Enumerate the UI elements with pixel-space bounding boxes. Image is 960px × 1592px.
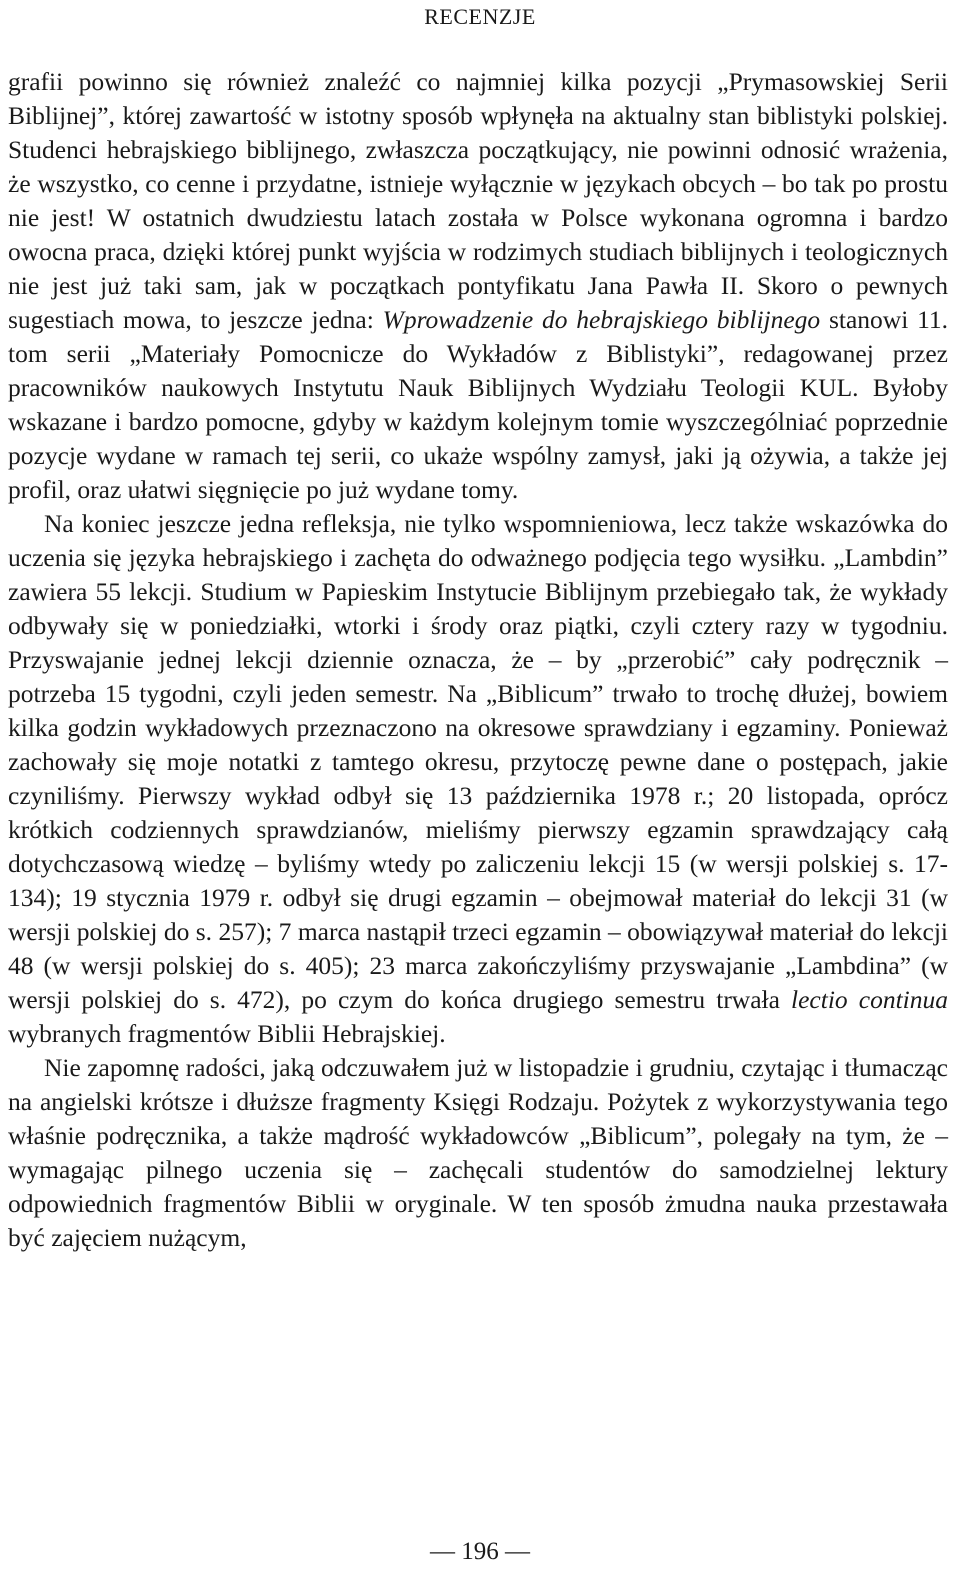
body-text	[8, 65, 948, 1255]
paragraph-1-text-b: stanowi 11. tom serii „Materiały Pomocnicze do Wykładów z Biblistyki”, redagowanej przez pracowników naukowych Instytutu Nauk Biblijnych Wydziału Teologii KUL. Byłoby wskazane i bardzo pomocne, gdyby w każdym kolejnym tomie wyszczególniać poprzednie pozycje wydane w ramach tej serii, co ukaże wspólny zamysł, jaki ją ożywia, a także jej profil, oraz ułatwi sięgnięcie po już wydane tomy.	[8, 305, 949, 504]
paragraph-1-text-a: grafii powinno się również znaleźć co najmniej kilka pozycji „Prymasowskiej Serii Biblijnej”, której zawartość w istotny sposób wpłynęła na aktualny stan biblistyki polskiej. Studenci hebrajskiego biblijnego, zwłaszcza początkujący, nie powinni odnosić wrażenia, że wszystko, co cenne i przydatne, istnieje wyłącznie w językach obcych – bo tak po prostu nie jest! W ostatnich dwudziestu latach została w Polsce wykonana ogromna i bardzo owocna praca, dzięki której punkt wyjścia w rodzimych studiach biblijnych i teologicznych nie jest już taki sam, jak w początkach pontyfikatu Jana Pawła II. Skoro o pewnych sugestiach mowa, to jeszcze jedna:	[8, 67, 948, 334]
running-head: RECENZJE	[424, 4, 536, 29]
paragraph-2-text-b: wybranych fragmentów Biblii Hebrajskiej.	[8, 1019, 446, 1048]
page-number: — 196 —	[430, 1538, 530, 1565]
paragraph-1-italic-title: Wprowadzenie do hebrajskiego biblijnego	[382, 305, 821, 334]
paragraph-1	[8, 65, 948, 507]
paragraph-2-italic-term: lectio continua	[791, 985, 948, 1014]
paragraph-3	[8, 1051, 948, 1255]
paragraph-2	[8, 507, 948, 1051]
paragraph-2-text-a: Na koniec jeszcze jedna refleksja, nie tylko wspomnieniowa, lecz także wskazówka do uczenia się języka hebrajskiego i zachęta do odważnego podjęcia tego wysiłku. „Lambdin” zawiera 55 lekcji. Studium w Papieskim Instytucie Biblijnym przebiegało tak, że wykłady odbywały się w poniedziałki, wtorki i środy oraz piątki, czyli cztery razy w tygodniu. Przyswajanie jednej lekcji dziennie oznacza, że – by „przerobić” cały podręcznik – potrzeba 15 tygodni, czyli jeden semestr. Na „Biblicum” trwało to trochę dłużej, bowiem kilka godzin wykładowych przeznaczono na okresowe sprawdziany i egzaminy. Ponieważ zachowały się moje notatki z tamtego okresu, przytoczę pewne dane o postępach, jakie czyniliśmy. Pierwszy wykład odbył się 13 października 1978 r.; 20 listopada, oprócz krótkich codziennych sprawdzianów, mieliśmy pierwszy egzamin sprawdzający całą dotychczasową wiedzę – byliśmy wtedy po zaliczeniu lekcji 15 (w wersji polskiej s. 17-134); 19 stycznia 1979 r. odbył się drugi egzamin – obejmował materiał do lekcji 31 (w wersji polskiej do s. 257); 7 marca nastąpił trzeci egzamin – obowiązywał materiał do lekcji 48 (w wersji polskiej do s. 405); 23 marca zakończyliśmy przyswajanie „Lambdina” (w wersji polskiej do s. 472), po czym do końca drugiego semestru trwała	[8, 509, 948, 1014]
paragraph-3-text: Nie zapomnę radości, jaką odczuwałem już w listopadzie i grudniu, czytając i tłumacząc na angielski krótsze i dłuższe fragmenty Księgi Rodzaju. Pożytek z wykorzystywania tego właśnie podręcznika, a także mądrość wykładowców „Biblicum”, polegały na tym, że – wymagając pilnego uczenia się – zachęcali studentów do samodzielnej lektury odpowiednich fragmentów Biblii w oryginale. W ten sposób żmudna nauka przestawała być zajęciem nużącym,	[8, 1053, 948, 1252]
